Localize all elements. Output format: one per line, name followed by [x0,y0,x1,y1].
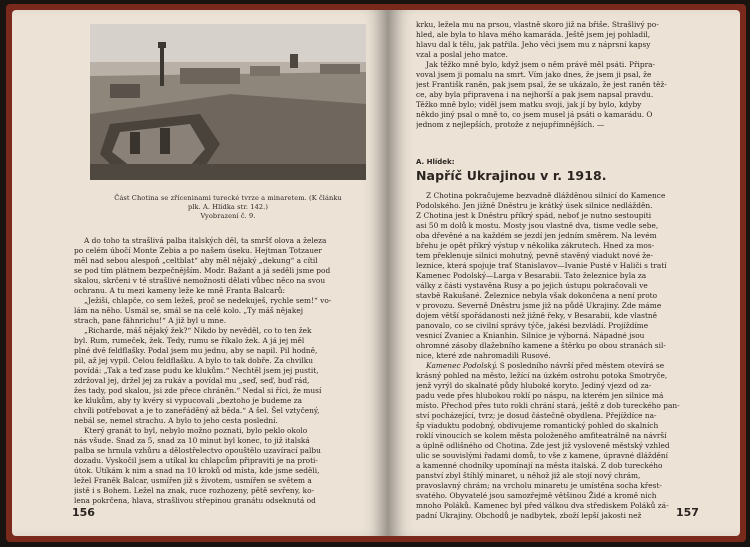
text-line: měl nad sebou alespoň „celtblat“ aby měl nějaký „dekung“ a cítil [74,256,318,265]
text-line: pil, až jej vypil. Celou feldflašku. A bylo to tak dobře. Za chvilku [74,356,314,365]
text-line: ochranu. A tu mezi kameny leže ke mně Franta Balcarů: [74,286,285,295]
caption-line: Vyobrazení č. 9. [200,212,256,220]
right-top-text [416,20,718,130]
text-span: S posledního návrší před městem otevírá se [497,361,665,370]
text-line: Těžko mně bylo; viděl jsem matku svoji, jak jí by bylo, kdyby [416,100,642,109]
text-line: panství zbyl štíhlý minaret, u něhož již ale stojí nový chrám, [416,471,641,480]
text-line: lena pokrčena, hlava, strašlivou střepinou granátu odseknutá od [74,496,316,505]
text-line: „Richarde, máš nějaký žek?“ Nikdo by nevěděl, co to ten žek [84,326,312,335]
text-line: ke klukům, aby ty kvéry si vypucovali „beztoho je budeme za [74,396,303,405]
text-line: ství pocházející, tvrz; je dosud částečně obydlena. Přejíždíce na- [416,411,657,420]
text-line: roklí vinoucích se kolem města položeného amfiteatrálně na návrší [416,431,667,440]
text-line: Z Chotina pokračujeme bezvadně dlážděnou silnicí do Kamence [426,191,666,200]
right-body-text [416,191,718,521]
text-line: svatého. Obyvatelé jsou samozřejmě většinou Židé a kromě nich [416,491,657,500]
text-line: války z části vystavěna Rusy a po jejich ústupu pokračovali ve [416,281,648,290]
text-line: jistě i s Bohem. Ležel na znak, ruce rozhozeny, pětě sevřeny, ko- [74,486,315,495]
text-line: ležel Franěk Balcar, usmířen již s životem, usmířen se světem a [74,476,312,485]
text-line: Z Chotina jest k Dněstru příkrý spád, neboť je nutno sestoupiti [416,211,652,220]
caption-line: Část Chotina se zříceninami turecké tvrze a minaretem. (K článku [114,194,342,202]
text-line: se pod tím plátnem bezpečnějším. Modr. Bažant a já seděli jsme pod [74,266,331,275]
text-line: krku, ležela mu na prsou, vlastně skoro již na břiše. Strašlivý po- [416,20,659,29]
text-line: chvíli potřebovat a je to zaneřáděný až běda.“ A šel. Šel vztyčený, [74,406,320,415]
text-line: hlavu dal k tělu, jak patřila. Jeho věci jsem mu z náprsní kapsy [416,40,651,49]
text-line: krásný pohled na město, ležící na úzkém ostrohu potoka Smotryče, [416,371,668,380]
text-line: palba se hrnula vzhůru a dělostřelectvo opouštělo uzavírací palbu [74,446,321,455]
text-line: Kamenec Podolský—Larga v Besarabii. Tato železnice byla za [416,271,647,280]
text-line: ce, aby byla připravena i na nejhorší a pak jsem napsal pravdu. [416,90,654,99]
text-line: povídá: „Tak a teď zase pudu ke klukům.“ Nechtěl jsem jej pustit, [74,366,319,375]
text-line: útok. Utíkám k nim a snad na 10 kroků od místa, kde jsme seděli, [74,466,320,475]
text-line: dojem větší spořádanosti než jižně řeky, v Besarabii, kde vlastně [416,311,658,320]
text-line: padu vede přes hlubokou roklí po náspu, na kterém jen silnice má [416,391,664,400]
left-body-text [74,236,372,506]
text-line: po celém úbočí Monte Zebia a po našem úseku. Hejtman Totzauer [74,246,322,255]
text-line: ulic se souvislými řadami domů, to vše z kamene, úpravné dláždění [416,451,669,460]
text-line: „Ježiši, chlapče, co sem ležeš, proč se nedekuješ, rychle sem!“ vo- [84,296,332,305]
text-line: vesnicí Zvaniec a Knianhin. Silnice je výborná. Nápadné jsou [416,331,645,340]
text-line: lám na něho. Usmál se, smál se na celé kolo. „Ty máš nějakej [74,306,303,315]
text-line: místo. Přechod přes tuto rokli chrání stará, ještě z dob tureckého pan- [416,401,680,410]
page-number: 157 [676,506,699,519]
text-line [416,361,718,371]
text-line: tem překlenuje silnici mohutný, pevně stavěný viadukt nové že- [416,251,654,260]
text-line: dozadu. Vyskočil jsem a utíkal ku chlapcům připraviti je na proti- [74,456,318,465]
photo-caption [90,194,366,221]
text-line: nebál se, nemel strachu. A bylo to jeho cesta poslední. [74,416,278,425]
text-line: Jak těžko mně bylo, když jsem o něm právě měl psáti. Připra- [426,60,656,69]
italic-lead: Kamenec Podolský. [426,361,498,370]
text-line: někdo jiný psal o mně to, co jsem musel já psáti o kamarádu. O [416,110,653,119]
text-line: a úplně odlišného od Chotina. Zde jest již vysloveně městský vzhled [416,441,670,450]
text-line: mnoho Poláků. Kamenec byl před válkou dva střediskem Poláků zá- [416,501,669,510]
text-line: žes tady, pod skalou, jsi zde přece chráněn.“ Nedal si říci, že musí [74,386,322,395]
text-line: Podolského. Jen jižně Dněstru je krátký úsek silnice nedlážděn. [416,201,653,210]
text-line: jest Františk raněn, pak jsem psal, že se ukázalo, že jest raněn těž- [416,80,667,89]
text-line: nice, které zde nahromadili Rusové. [416,351,551,360]
text-line: zdržoval jej, držel jej za rukáv a povídal mu „seď, seď, buď rád, [74,376,310,385]
text-line: byl. Rum, rumeček, žek. Tedy, rumu se říkalo žek. A já jej měl [74,336,305,345]
text-line: jednom z nejlepších, protože z nejupřímnějších. — [416,120,605,129]
text-line: leznice, která spojuje trať Stanislavov—Ivanie Pusté v Haliči s tratí [416,261,667,270]
text-line: jenž vyrýl do skalnaté půdy hluboké koryto. Jediný vjezd od za- [416,381,652,390]
text-line: šp viaduktu podobný, obdivujeme romantický pohled do skalních [416,421,659,430]
text-line: nás všude. Snad za 5, snad za 10 minut byl konec, to již italská [74,436,310,445]
photo-illustration [90,24,366,180]
text-line: asi 50 m dolů k mostu. Mosty jsou vlastně dva, tisme vedle sebe, [416,221,659,230]
text-line: voval jsem ji pomalu na smrt. Vím jako dnes, že jsem ji psal, že [416,70,652,79]
book-spread [6,4,746,542]
left-page [12,10,388,536]
text-line: Který granát to byl, nebylo možno poznati, bylo peklo okolo [84,426,308,435]
text-line: strach, pane fähnrichu!“ A již byl u mne. [74,316,227,325]
article-author: A. Hlídek: [416,158,455,166]
text-line: skalou, skrčeni v té strašlivé nemožnosti dělati vůbec něco na svou [74,276,326,285]
text-line: hled, ale byla to hlava mého kamaráda. Ještě jsem jej pohladil, [416,30,651,39]
text-line: A do toho ta strašlivá palba italských děl, ta smršť olova a železa [84,236,327,245]
text-line: oba dřevěné a na každém se jezdí jen jedním směrem. Na levém [416,231,657,240]
text-line: ohromné zásoby dlažebního kamene a štěrku po obou stranách sil- [416,341,666,350]
page-number: 156 [72,506,95,519]
text-line: padní Ukrajiny. Obchodů je nadbytek, zboží lepší jakosti než [416,511,642,520]
article-title: Napříč Ukrajinou v r. 1918. [416,168,607,183]
right-page [388,10,740,536]
text-line: plné dvě feldflašky. Podal jsem mu jednu, aby se napil. Pil hodně, [74,346,318,355]
photo-chotin-ruins [90,24,366,180]
text-line: v provozu. Severně Dněstru jsme již na půdě Ukrajiny. Zde máme [416,301,662,310]
text-line: vzal a poslal jeho matce. [416,50,508,59]
text-line: a kamenné chodníky upomínají na města italská. Z dob tureckého [416,461,663,470]
text-line: panovalo, co se civilní správy týče, jakési bezvládí. Projíždíme [416,321,649,330]
caption-line: plk. A. Hlídka str. 142.) [187,203,269,211]
text-line: stavbě Rakušané. Železnice nebyla však dokončena a není proto [416,291,658,300]
text-line: břehu je opět příkrý výstup v několika zákrutech. Hned za mos- [416,241,655,250]
text-line: pravoslavný chrám; na vrcholu minaretu je umístěna socha křest- [416,481,662,490]
